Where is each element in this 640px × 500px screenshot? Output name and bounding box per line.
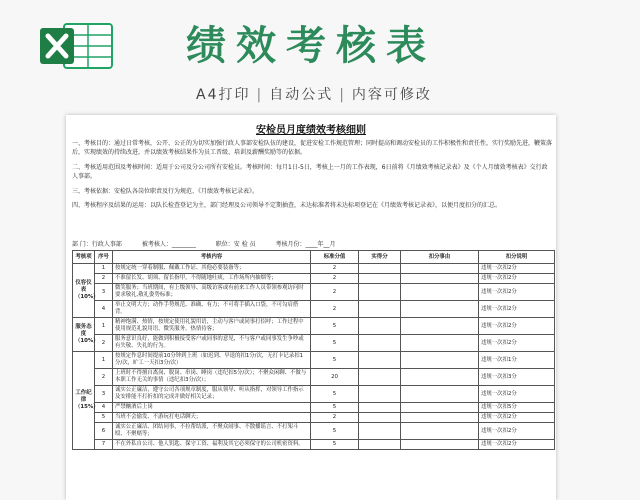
subtitle-item-formula: 自动公式: [269, 87, 334, 103]
header-standard-score: 标准分值: [311, 251, 359, 264]
row-number: 4: [95, 403, 113, 413]
row-standard-score: 2: [311, 264, 359, 274]
row-standard-score: 2: [311, 284, 359, 301]
table-row: [73, 403, 555, 413]
row-deduction-note: 违规一次扣2分: [479, 284, 555, 301]
banner: [0, 0, 640, 110]
position-field: 职位：安 检 员: [215, 241, 256, 248]
row-deduction-reason[interactable]: [401, 423, 479, 440]
department-field: 部 门：行政人事部: [72, 241, 122, 248]
table-row: [73, 386, 555, 403]
row-number: 2: [95, 335, 113, 352]
row-deduction-note: 违规一次扣2分: [479, 318, 555, 335]
row-content: 举止文明大方；动作手势规范、准确、有力；不可将手插入口袋，不可勾肩搭背。: [113, 301, 311, 318]
row-actual-score[interactable]: [359, 301, 401, 318]
row-content: 微笑服务；当班期间，有上级领导、高级访客或有前来工作人员带领参观访问时要求敬礼,敬礼姿势标准；: [113, 284, 311, 301]
row-deduction-reason[interactable]: [401, 386, 479, 403]
row-deduction-reason[interactable]: [401, 352, 479, 369]
row-actual-score[interactable]: [359, 352, 401, 369]
table-row: [73, 440, 555, 450]
row-number: 4: [95, 301, 113, 318]
header-number: 序号: [95, 251, 113, 264]
row-deduction-reason[interactable]: [401, 318, 479, 335]
row-deduction-reason[interactable]: [401, 369, 479, 386]
row-actual-score[interactable]: [359, 318, 401, 335]
paragraph-scope: 二、考核适用范围及考核时间：适用于公司及分公司所有安检员。考核时间：每月1日-5日，考核上一月的工作表现，6日前将《月绩效考核记录表》及《个人月绩效考核表》交行政人事部。: [72, 164, 548, 180]
row-standard-score: 2: [311, 301, 359, 318]
row-deduction-reason[interactable]: [401, 274, 479, 284]
paragraph-procedure: 四、考核程序及结果的运用：以队长检查登记为主，部门经理及公司领导不定期抽查，未达标准者将未达标项登记在《月绩效考核记录表》，以便月度扣分的汇总。: [72, 202, 502, 209]
row-actual-score[interactable]: [359, 440, 401, 450]
table-row: [73, 318, 555, 335]
row-standard-score: 2: [311, 274, 359, 284]
document-sheet: [66, 115, 556, 500]
row-content: 严禁酗酒后上岗: [113, 403, 311, 413]
header-category: 考核项: [73, 251, 95, 264]
row-number: 3: [95, 284, 113, 301]
row-number: 5: [95, 413, 113, 423]
assessment-table: [72, 250, 555, 450]
row-content: 服务意识良好，能做到积极接受客户或同事的意见，不与客户或同事发生争吵或有失敬、失礼的行为。: [113, 335, 311, 352]
row-deduction-note: 违规一次扣2分: [479, 423, 555, 440]
row-actual-score[interactable]: [359, 274, 401, 284]
row-deduction-reason[interactable]: [401, 413, 479, 423]
row-number: 2: [95, 274, 113, 284]
row-actual-score[interactable]: [359, 423, 401, 440]
row-deduction-reason[interactable]: [401, 284, 479, 301]
row-standard-score: 5: [311, 318, 359, 335]
row-content: 不准留长发、胡须、留长指甲，不得随地吐痰，工作场所内抽烟等；: [113, 274, 311, 284]
subtitle-separator: |: [256, 87, 264, 103]
paragraph-purpose: 一、考核目的：通过日常考核，公开、公正的为切实加强行政人事部安检队伍的建设，促进安检工作规范管理；同时提高和调动安检员的工作积极性和责任性，实行奖励先进，鞭策落后，实现绩效的持续改进，并以绩效考核结果作为员工晋级、培训及薪酬奖励等的依据。: [72, 140, 553, 156]
table-row: [73, 413, 555, 423]
row-number: 7: [95, 440, 113, 450]
page-title: 绩效考核表: [186, 22, 436, 69]
row-content: 按规定统一穿着制服、佩戴工作证、其他必要装备等；: [113, 264, 311, 274]
row-actual-score[interactable]: [359, 386, 401, 403]
table-row: [73, 369, 555, 386]
examinee-field: 被考核人：________: [141, 241, 196, 248]
row-content: 上班时不得擅自离岗、脱岗、串岗、睡岗（违纪扣5分/次）；不聚众闲聊、不做与本职工作无关的事情（违纪扣3分/次）；: [113, 369, 311, 386]
header-content: 考核内容: [113, 251, 311, 264]
row-standard-score: 20: [311, 369, 359, 386]
table-row: [73, 335, 555, 352]
row-number: 3: [95, 386, 113, 403]
subtitle-item-editable: 内容可修改: [351, 87, 432, 103]
excel-icon: [36, 20, 116, 72]
row-deduction-note: 违规一次扣2分: [479, 335, 555, 352]
row-actual-score[interactable]: [359, 335, 401, 352]
category-cell: 仪容仪表（10%）: [73, 264, 95, 318]
row-actual-score[interactable]: [359, 413, 401, 423]
row-content: 按规定作息时间提前10分钟到上班（如迟到、早退的扣1分/次，无打卡记录扣1分/次，旷工一天扣3分/次）: [113, 352, 311, 369]
month-field: 考核月份：____年__月: [275, 241, 336, 248]
subtitle-separator: |: [339, 87, 346, 103]
row-number: 1: [95, 264, 113, 274]
row-number: 1: [95, 318, 113, 335]
row-deduction-note: 违规一次扣1分: [479, 352, 555, 369]
row-deduction-note: 违规一次扣2分: [479, 264, 555, 274]
table-header-row: [73, 251, 555, 264]
category-cell: 工作纪律（15%）: [73, 352, 95, 450]
row-deduction-note: 违规一次扣5分: [479, 403, 555, 413]
row-content: 精神饱满、热情，按规定使用礼貌用语，主动与客户或同事打招呼；工作过程中使用规范礼貌用语，微笑服务，热情待客；: [113, 318, 311, 335]
row-standard-score: 5: [311, 440, 359, 450]
document-title: 安检员月度绩效考核细则: [256, 125, 366, 136]
row-deduction-reason[interactable]: [401, 264, 479, 274]
row-number: 1: [95, 352, 113, 369]
info-row: [72, 239, 552, 248]
row-content: 当班不会偷发、不游玩打电话聊天；: [113, 413, 311, 423]
table-row: [73, 264, 555, 274]
row-deduction-note: 违规一次扣2分: [479, 413, 555, 423]
header-deduction-note: 扣分说明: [479, 251, 555, 264]
row-number: 2: [95, 369, 113, 386]
table-row: [73, 301, 555, 318]
row-actual-score[interactable]: [359, 369, 401, 386]
row-deduction-note: 违规一次扣2分: [479, 440, 555, 450]
row-actual-score[interactable]: [359, 284, 401, 301]
table-row: [73, 352, 555, 369]
row-actual-score[interactable]: [359, 264, 401, 274]
row-standard-score: 2: [311, 413, 359, 423]
row-standard-score: 5: [311, 352, 359, 369]
row-standard-score: 5: [311, 335, 359, 352]
row-deduction-reason[interactable]: [401, 335, 479, 352]
row-deduction-reason[interactable]: [401, 403, 479, 413]
category-cell: 服务态度（10%）: [73, 318, 95, 352]
table-row: [73, 274, 555, 284]
row-deduction-note: 违规一次扣2分: [479, 386, 555, 403]
table-row: [73, 423, 555, 440]
row-deduction-note: 违规一次扣2分: [479, 274, 555, 284]
row-content: 不在外私自公司、他人钥匙、保守工资、福利及其它必须保守的公司机密资料。: [113, 440, 311, 450]
row-content: 诚实公正廉洁，遵守公司各项规章制度，服从领导、听从指挥，对领导工作指示及安排能不打折扣的完成并做好相关记录；: [113, 386, 311, 403]
row-deduction-reason[interactable]: [401, 301, 479, 318]
row-deduction-reason[interactable]: [401, 440, 479, 450]
row-actual-score[interactable]: [359, 403, 401, 413]
paragraph-basis: 三、考核依据：安检队各岗位职责及行为规范、《月绩效考核记录表》。: [72, 188, 259, 195]
row-number: 6: [95, 423, 113, 440]
row-content: 诚实公正廉洁、团结同事，不拉帮结派，不聚众闹事、不散播谣言、不打架斗殴、不聚赌等；: [113, 423, 311, 440]
header-actual-score: 实得分: [359, 251, 401, 264]
subtitle: [196, 84, 496, 104]
row-deduction-note: 违规一次扣3分: [479, 369, 555, 386]
header-deduction-reason: 扣分事由: [401, 251, 479, 264]
table-row: [73, 284, 555, 301]
row-standard-score: 5: [311, 403, 359, 413]
row-deduction-note: 违规一次扣2分: [479, 301, 555, 318]
row-standard-score: 5: [311, 386, 359, 403]
row-standard-score: 5: [311, 423, 359, 440]
subtitle-item-print: A4打印: [196, 87, 251, 103]
